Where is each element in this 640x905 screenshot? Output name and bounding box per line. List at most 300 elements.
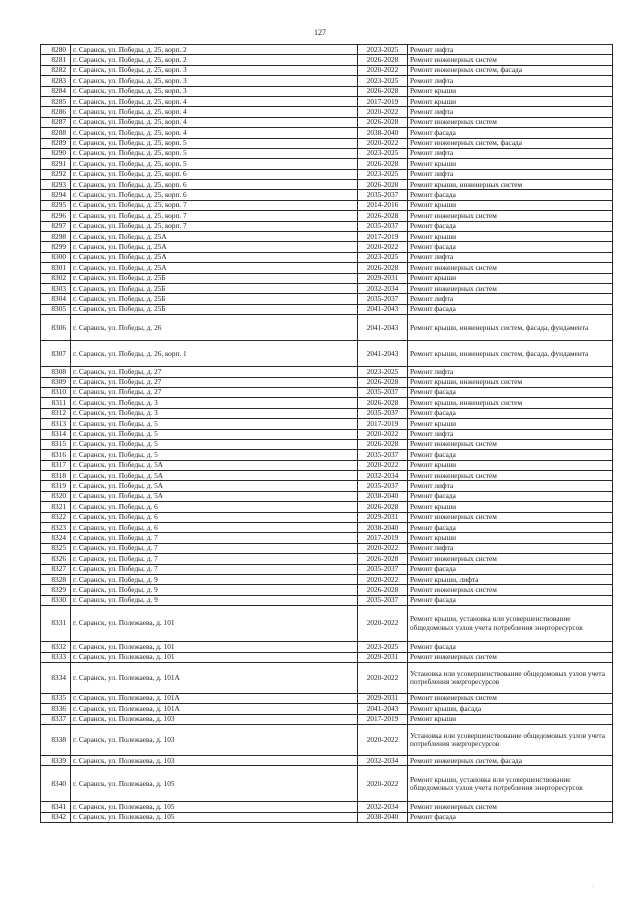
row-address: г. Саранск, ул. Победы, д. 5: [71, 450, 358, 460]
row-work-type: Ремонт крыши: [408, 273, 613, 283]
row-work-type: Ремонт лифта: [408, 543, 613, 553]
row-address: г. Саранск, ул. Победы, д. 25, корп. 5: [71, 159, 358, 169]
row-work-type: Ремонт лифта: [408, 45, 613, 55]
table-row: [41, 200, 613, 210]
table-row: [41, 211, 613, 221]
row-work-type: Ремонт фасада: [408, 242, 613, 252]
row-work-type: Ремонт инженерных систем: [408, 554, 613, 564]
row-number: 8290: [41, 148, 71, 158]
table-row: [41, 387, 613, 397]
row-period: 2020-2022: [358, 543, 408, 553]
row-period: 2038-2040: [358, 523, 408, 533]
row-work-type: Ремонт лифта: [408, 429, 613, 439]
row-number: 8281: [41, 55, 71, 65]
row-number: 8287: [41, 117, 71, 127]
row-address: г. Саранск, ул. Победы, д. 25, корп. 3: [71, 86, 358, 96]
table-row: [41, 812, 613, 822]
table-row: [41, 367, 613, 377]
row-number: 8314: [41, 429, 71, 439]
row-work-type: Ремонт лифта: [408, 252, 613, 262]
row-work-type: Ремонт фасада: [408, 450, 613, 460]
row-address: г. Саранск, ул. Полежаева, д. 105: [71, 812, 358, 822]
row-number: 8325: [41, 543, 71, 553]
row-period: 2020-2022: [358, 138, 408, 148]
row-period: 2038-2040: [358, 128, 408, 138]
row-number: 8328: [41, 574, 71, 584]
row-address: г. Саранск, ул. Победы, д. 5: [71, 439, 358, 449]
row-number: 8317: [41, 460, 71, 470]
row-address: г. Саранск, ул. Победы, д. 9: [71, 595, 358, 605]
row-number: 8285: [41, 96, 71, 106]
table-row: [41, 242, 613, 252]
row-period: 2035-2037: [358, 387, 408, 397]
row-address: г. Саранск, ул. Победы, д. 5А: [71, 491, 358, 501]
table-row: [41, 117, 613, 127]
table-row: [41, 190, 613, 200]
row-number: 8309: [41, 377, 71, 387]
row-work-type: Ремонт инженерных систем, фасада: [408, 756, 613, 766]
row-number: 8331: [41, 606, 71, 642]
row-period: 2017-2019: [358, 533, 408, 543]
row-work-type: Ремонт крыши: [408, 200, 613, 210]
row-period: 2032-2034: [358, 471, 408, 481]
row-address: г. Саранск, ул. Победы, д. 25А: [71, 242, 358, 252]
row-period: 2032-2034: [358, 802, 408, 812]
row-period: 2020-2022: [358, 574, 408, 584]
row-address: г. Саранск, ул. Победы, д. 25А: [71, 232, 358, 242]
table-row: [41, 693, 613, 703]
table-row: [41, 398, 613, 408]
row-number: 8311: [41, 398, 71, 408]
row-work-type: Ремонт инженерных систем: [408, 802, 613, 812]
row-number: 8297: [41, 221, 71, 231]
row-address: г. Саранск, ул. Полежаева, д. 103: [71, 714, 358, 724]
row-number: 8326: [41, 554, 71, 564]
table-row: [41, 543, 613, 553]
row-address: г. Саранск, ул. Победы, д. 25, корп. 7: [71, 221, 358, 231]
row-work-type: Ремонт инженерных систем: [408, 471, 613, 481]
row-address: г. Саранск, ул. Полежаева, д. 105: [71, 802, 358, 812]
table-row: [41, 128, 613, 138]
table-row: [41, 304, 613, 314]
table-row: [41, 439, 613, 449]
row-work-type: Ремонт лифта: [408, 148, 613, 158]
row-address: г. Саранск, ул. Победы, д. 5А: [71, 460, 358, 470]
row-address: г. Саранск, ул. Победы, д. 25, корп. 7: [71, 200, 358, 210]
row-work-type: Ремонт инженерных систем, фасада: [408, 138, 613, 148]
row-work-type: Ремонт лифта: [408, 76, 613, 86]
row-number: 8293: [41, 180, 71, 190]
row-number: 8336: [41, 704, 71, 714]
row-address: г. Саранск, ул. Победы, д. 5А: [71, 481, 358, 491]
row-address: г. Саранск, ул. Победы, д. 25, корп. 4: [71, 96, 358, 106]
row-period: 2026-2028: [358, 377, 408, 387]
row-period: 2032-2034: [358, 756, 408, 766]
row-number: 8329: [41, 585, 71, 595]
row-work-type: Ремонт крыши: [408, 714, 613, 724]
row-work-type: Ремонт фасада: [408, 491, 613, 501]
row-period: 2020-2022: [358, 606, 408, 642]
row-period: 2014-2016: [358, 200, 408, 210]
table-row: [41, 595, 613, 605]
table-row: [41, 429, 613, 439]
row-address: г. Саранск, ул. Победы, д. 5: [71, 419, 358, 429]
row-address: г. Саранск, ул. Победы, д. 3: [71, 408, 358, 418]
row-address: г. Саранск, ул. Победы, д. 25, корп. 6: [71, 169, 358, 179]
row-number: 8292: [41, 169, 71, 179]
row-address: г. Саранск, ул. Победы, д. 25, корп. 6: [71, 180, 358, 190]
row-period: 2023-2025: [358, 252, 408, 262]
row-address: г. Саранск, ул. Победы, д. 26, корп. 1: [71, 341, 358, 367]
row-number: 8294: [41, 190, 71, 200]
row-number: 8341: [41, 802, 71, 812]
table-row: [41, 766, 613, 802]
row-number: 8320: [41, 491, 71, 501]
row-address: г. Саранск, ул. Победы, д. 25Б: [71, 294, 358, 304]
row-period: 2020-2022: [358, 429, 408, 439]
row-address: г. Саранск, ул. Полежаева, д. 101А: [71, 662, 358, 693]
row-work-type: Ремонт крыши, инженерных систем: [408, 377, 613, 387]
row-work-type: Ремонт крыши: [408, 533, 613, 543]
row-period: 2026-2028: [358, 263, 408, 273]
row-period: 2023-2025: [358, 169, 408, 179]
table-row: [41, 523, 613, 533]
table-row: [41, 315, 613, 341]
table-row: [41, 232, 613, 242]
row-number: 8298: [41, 232, 71, 242]
row-address: г. Саранск, ул. Победы, д. 25, корп. 4: [71, 117, 358, 127]
row-work-type: Ремонт крыши: [408, 460, 613, 470]
row-work-type: Ремонт фасада: [408, 523, 613, 533]
row-number: 8313: [41, 419, 71, 429]
row-period: 2023-2025: [358, 76, 408, 86]
row-period: 2041-2043: [358, 304, 408, 314]
row-number: 8321: [41, 502, 71, 512]
row-address: г. Саранск, ул. Победы, д. 7: [71, 554, 358, 564]
row-address: г. Саранск, ул. Победы, д. 27: [71, 377, 358, 387]
row-period: 2026-2028: [358, 502, 408, 512]
table-row: [41, 294, 613, 304]
row-number: 8322: [41, 512, 71, 522]
row-work-type: Ремонт лифта: [408, 367, 613, 377]
row-address: г. Саранск, ул. Победы, д. 9: [71, 574, 358, 584]
row-address: г. Саранск, ул. Победы, д. 25, корп. 6: [71, 190, 358, 200]
row-number: 8283: [41, 76, 71, 86]
row-address: г. Саранск, ул. Победы, д. 25, корп. 3: [71, 76, 358, 86]
row-address: г. Саранск, ул. Полежаева, д. 101А: [71, 704, 358, 714]
row-work-type: Ремонт инженерных систем: [408, 55, 613, 65]
row-number: 8327: [41, 564, 71, 574]
row-work-type: Ремонт лифта: [408, 169, 613, 179]
row-work-type: Ремонт инженерных систем: [408, 652, 613, 662]
table-row: [41, 221, 613, 231]
table-row: [41, 86, 613, 96]
row-period: 2026-2028: [358, 159, 408, 169]
row-number: 8284: [41, 86, 71, 96]
row-work-type: Ремонт инженерных систем: [408, 283, 613, 293]
row-address: г. Саранск, ул. Победы, д. 9: [71, 585, 358, 595]
row-period: 2020-2022: [358, 662, 408, 693]
row-number: 8330: [41, 595, 71, 605]
row-address: г. Саранск, ул. Победы, д. 25, корп. 5: [71, 148, 358, 158]
table-row: [41, 564, 613, 574]
row-address: г. Саранск, ул. Победы, д. 25, корп. 7: [71, 211, 358, 221]
row-number: 8315: [41, 439, 71, 449]
row-period: 2029-2031: [358, 273, 408, 283]
table-row: [41, 96, 613, 106]
row-number: 8291: [41, 159, 71, 169]
row-period: 2035-2037: [358, 294, 408, 304]
row-address: г. Саранск, ул. Победы, д. 25, корп. 3: [71, 65, 358, 75]
row-work-type: Ремонт крыши: [408, 232, 613, 242]
row-work-type: Ремонт фасада: [408, 221, 613, 231]
row-number: 8295: [41, 200, 71, 210]
row-work-type: Ремонт крыши, инженерных систем, фасада, фундамента: [408, 341, 613, 367]
row-period: 2041-2043: [358, 315, 408, 341]
row-work-type: Ремонт инженерных систем: [408, 117, 613, 127]
table-row: [41, 642, 613, 652]
row-work-type: Ремонт крыши, инженерных систем: [408, 180, 613, 190]
table-row: [41, 606, 613, 642]
row-address: г. Саранск, ул. Победы, д. 5А: [71, 471, 358, 481]
table-row: [41, 585, 613, 595]
row-address: г. Саранск, ул. Победы, д. 6: [71, 523, 358, 533]
row-address: г. Саранск, ул. Победы, д. 26: [71, 315, 358, 341]
row-number: 8296: [41, 211, 71, 221]
row-work-type: Ремонт крыши, установка или усовершенствование общедомовых узлов учета потребления энергоресурсов: [408, 606, 613, 642]
row-period: 2032-2034: [358, 283, 408, 293]
row-period: 2026-2028: [358, 180, 408, 190]
row-work-type: Ремонт инженерных систем: [408, 439, 613, 449]
row-address: г. Саранск, ул. Победы, д. 6: [71, 502, 358, 512]
row-number: 8323: [41, 523, 71, 533]
row-number: 8306: [41, 315, 71, 341]
row-work-type: Ремонт фасада: [408, 387, 613, 397]
row-address: г. Саранск, ул. Победы, д. 27: [71, 387, 358, 397]
row-number: 8301: [41, 263, 71, 273]
row-address: г. Саранск, ул. Полежаева, д. 103: [71, 756, 358, 766]
row-period: 2035-2037: [358, 564, 408, 574]
row-period: 2026-2028: [358, 211, 408, 221]
row-address: г. Саранск, ул. Полежаева, д. 101: [71, 606, 358, 642]
table-row: [41, 76, 613, 86]
row-number: 8319: [41, 481, 71, 491]
row-number: 8340: [41, 766, 71, 802]
table-row: [41, 55, 613, 65]
row-number: 8302: [41, 273, 71, 283]
row-number: 8335: [41, 693, 71, 703]
table-body: [41, 45, 613, 823]
table-row: [41, 65, 613, 75]
row-work-type: Ремонт фасада: [408, 408, 613, 418]
row-work-type: Ремонт крыши: [408, 159, 613, 169]
table-row: [41, 377, 613, 387]
row-work-type: Ремонт фасада: [408, 190, 613, 200]
table-row: [41, 574, 613, 584]
row-period: 2023-2025: [358, 148, 408, 158]
row-number: 8324: [41, 533, 71, 543]
row-number: 8282: [41, 65, 71, 75]
row-number: 8316: [41, 450, 71, 460]
row-period: 2035-2037: [358, 450, 408, 460]
row-number: 8333: [41, 652, 71, 662]
table-row: [41, 341, 613, 367]
row-work-type: Ремонт крыши, лифта: [408, 574, 613, 584]
table-row: [41, 502, 613, 512]
table-row: [41, 408, 613, 418]
row-period: 2026-2028: [358, 398, 408, 408]
table-row: [41, 714, 613, 724]
row-address: г. Саранск, ул. Победы, д. 25Б: [71, 273, 358, 283]
row-work-type: Ремонт крыши: [408, 419, 613, 429]
row-work-type: Ремонт фасада: [408, 595, 613, 605]
row-address: г. Саранск, ул. Победы, д. 25Б: [71, 304, 358, 314]
row-work-type: Ремонт инженерных систем, фасада: [408, 65, 613, 75]
row-number: 8307: [41, 341, 71, 367]
table-row: [41, 138, 613, 148]
row-work-type: Ремонт фасада: [408, 642, 613, 652]
row-work-type: Ремонт инженерных систем: [408, 211, 613, 221]
row-work-type: Установка или усовершенствование общедомовых узлов учета потребления энергоресурсов: [408, 725, 613, 756]
row-period: 2020-2022: [358, 725, 408, 756]
row-period: 2041-2043: [358, 341, 408, 367]
table-row: [41, 419, 613, 429]
row-address: г. Саранск, ул. Победы, д. 25, корп. 2: [71, 45, 358, 55]
row-period: 2026-2028: [358, 585, 408, 595]
row-work-type: Ремонт крыши, установка или усовершенствование общедомовых узлов учета потребления энергоресурсов: [408, 766, 613, 802]
row-period: 2023-2025: [358, 367, 408, 377]
row-address: г. Саранск, ул. Победы, д. 7: [71, 533, 358, 543]
row-work-type: Ремонт лифта: [408, 481, 613, 491]
row-period: 2029-2031: [358, 512, 408, 522]
table-row: [41, 460, 613, 470]
row-address: г. Саранск, ул. Победы, д. 25, корп. 4: [71, 107, 358, 117]
row-work-type: Ремонт лифта: [408, 294, 613, 304]
row-address: г. Саранск, ул. Победы, д. 25Б: [71, 283, 358, 293]
row-number: 8289: [41, 138, 71, 148]
row-period: 2038-2040: [358, 491, 408, 501]
row-address: г. Саранск, ул. Победы, д. 7: [71, 564, 358, 574]
row-work-type: Ремонт крыши: [408, 86, 613, 96]
row-work-type: Ремонт фасада: [408, 128, 613, 138]
row-number: 8299: [41, 242, 71, 252]
row-address: г. Саранск, ул. Победы, д. 6: [71, 512, 358, 522]
row-number: 8332: [41, 642, 71, 652]
table-row: [41, 704, 613, 714]
table-row: [41, 169, 613, 179]
row-period: 2035-2037: [358, 481, 408, 491]
row-address: г. Саранск, ул. Полежаева, д. 101: [71, 652, 358, 662]
table-row: [41, 283, 613, 293]
table-row: [41, 554, 613, 564]
row-work-type: Ремонт крыши, инженерных систем, фасада, фундамента: [408, 315, 613, 341]
row-number: 8308: [41, 367, 71, 377]
row-address: г. Саранск, ул. Полежаева, д. 105: [71, 766, 358, 802]
row-number: 8280: [41, 45, 71, 55]
row-address: г. Саранск, ул. Полежаева, д. 101: [71, 642, 358, 652]
repair-schedule-table: [40, 44, 613, 823]
table-row: [41, 533, 613, 543]
row-work-type: Ремонт инженерных систем: [408, 512, 613, 522]
table-row: [41, 662, 613, 693]
row-address: г. Саранск, ул. Победы, д. 25А: [71, 252, 358, 262]
row-period: 2026-2028: [358, 55, 408, 65]
row-period: 2017-2019: [358, 96, 408, 106]
table-row: [41, 652, 613, 662]
row-address: г. Саранск, ул. Победы, д. 25А: [71, 263, 358, 273]
row-work-type: Ремонт крыши, инженерных систем: [408, 398, 613, 408]
table-row: [41, 159, 613, 169]
row-period: 2038-2040: [358, 812, 408, 822]
row-work-type: Ремонт крыши: [408, 96, 613, 106]
row-address: г. Саранск, ул. Победы, д. 5: [71, 429, 358, 439]
row-number: 8288: [41, 128, 71, 138]
row-period: 2026-2028: [358, 554, 408, 564]
row-number: 8303: [41, 283, 71, 293]
row-number: 8339: [41, 756, 71, 766]
table-row: [41, 180, 613, 190]
row-work-type: Ремонт фасада: [408, 304, 613, 314]
table-row: [41, 45, 613, 55]
row-number: 8342: [41, 812, 71, 822]
row-address: г. Саранск, ул. Полежаева, д. 103: [71, 725, 358, 756]
row-address: г. Саранск, ул. Победы, д. 3: [71, 398, 358, 408]
row-period: 2041-2043: [358, 704, 408, 714]
row-number: 8338: [41, 725, 71, 756]
table-row: [41, 263, 613, 273]
row-period: 2020-2022: [358, 766, 408, 802]
row-period: 2020-2022: [358, 107, 408, 117]
row-number: 8310: [41, 387, 71, 397]
row-work-type: Ремонт лифта: [408, 107, 613, 117]
row-number: 8318: [41, 471, 71, 481]
row-work-type: Ремонт крыши, фасада: [408, 704, 613, 714]
row-period: 2029-2031: [358, 652, 408, 662]
row-period: 2035-2037: [358, 408, 408, 418]
row-address: г. Саранск, ул. Победы, д. 25, корп. 5: [71, 138, 358, 148]
row-number: 8334: [41, 662, 71, 693]
row-period: 2020-2022: [358, 65, 408, 75]
page-number: 127: [314, 28, 326, 37]
row-period: 2023-2025: [358, 642, 408, 652]
row-work-type: Установка или усовершенствование общедомовых узлов учета потребления энергоресурсов: [408, 662, 613, 693]
row-number: 8305: [41, 304, 71, 314]
row-period: 2023-2025: [358, 45, 408, 55]
row-work-type: Ремонт инженерных систем: [408, 585, 613, 595]
row-period: 2035-2037: [358, 595, 408, 605]
table-row: [41, 512, 613, 522]
row-period: 2017-2019: [358, 419, 408, 429]
scan-mark: ·: [592, 884, 594, 890]
row-period: 2026-2028: [358, 117, 408, 127]
table-row: [41, 725, 613, 756]
row-address: г. Саранск, ул. Победы, д. 27: [71, 367, 358, 377]
table-row: [41, 450, 613, 460]
row-work-type: Ремонт крыши: [408, 502, 613, 512]
table-row: [41, 148, 613, 158]
table-row: [41, 273, 613, 283]
row-number: 8286: [41, 107, 71, 117]
row-address: г. Саранск, ул. Победы, д. 25, корп. 4: [71, 128, 358, 138]
row-period: 2017-2019: [358, 232, 408, 242]
row-period: 2026-2028: [358, 439, 408, 449]
row-number: 8300: [41, 252, 71, 262]
row-period: 2020-2022: [358, 460, 408, 470]
row-period: 2020-2022: [358, 242, 408, 252]
row-period: 2029-2031: [358, 693, 408, 703]
row-number: 8312: [41, 408, 71, 418]
row-period: 2035-2037: [358, 190, 408, 200]
